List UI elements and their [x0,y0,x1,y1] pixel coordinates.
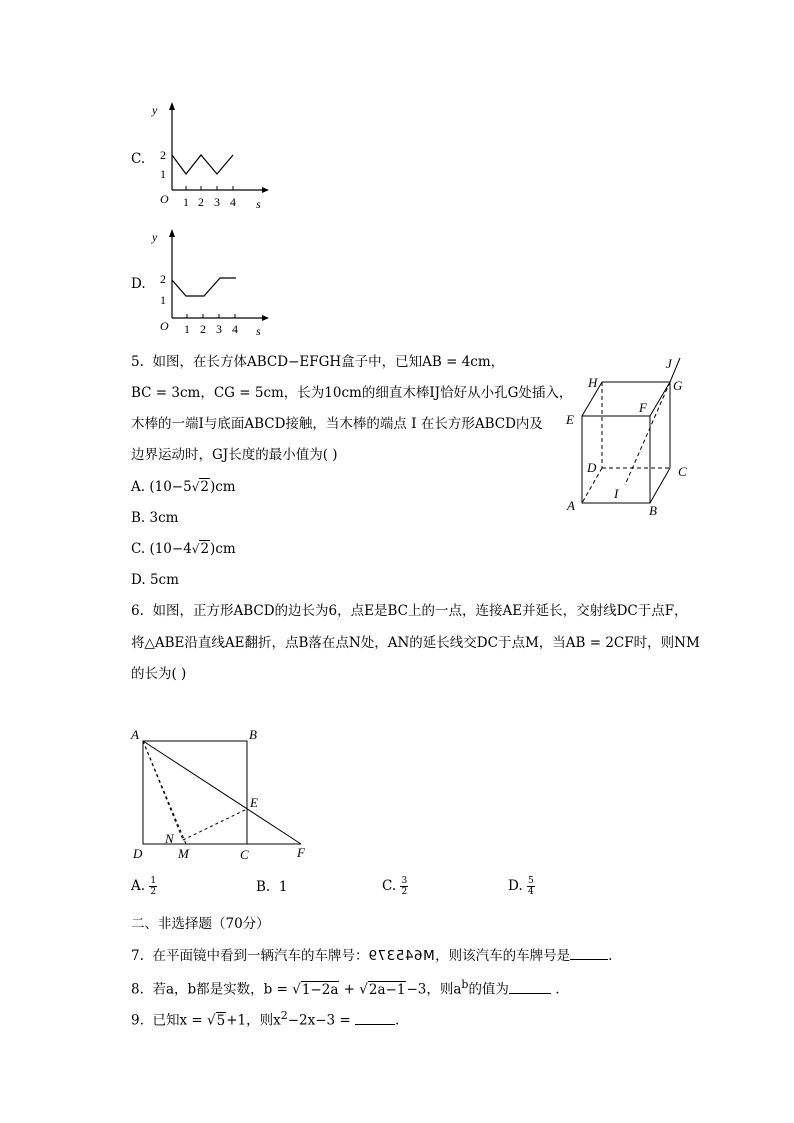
q5-option-a[interactable]: A. (10−5√2)cm [131,479,236,495]
x-tick-3: 3 [216,322,222,336]
label-h: H [588,375,598,390]
option-c-label: C. [131,151,146,167]
label-d: D [587,460,597,475]
origin-label: O [160,319,169,333]
option-d-label: D. [131,276,146,292]
q6-line1: 6. 如图，正方形ABCD的边长为6，点E是BC上的一点，连接AE并延长，交射线DC于点F， [131,603,688,619]
q8-answer-blank[interactable] [509,979,551,994]
label-c: C [240,847,249,862]
q5-line4: 边界运动时，GJ长度的最小值为( ) [131,447,338,463]
q5-option-c[interactable]: C. (10−4√2)cm [131,541,236,557]
section-2-title: 二、非选择题（70分） [131,916,270,932]
mirrored-plate: M645379 [368,948,436,964]
x-axis-label: s [256,324,261,338]
x-tick-4: 4 [232,322,238,336]
label-f: F [639,400,647,415]
label-f: F [297,845,305,860]
q8: 8. 若a，b都是实数，b = √1−2a + √2a−1−3，则$a^b$的值为 . [131,978,560,998]
label-a: A [567,498,575,513]
x-tick-1: 1 [183,195,189,209]
y-tick-1: 1 [160,293,166,307]
label-e: E [566,412,574,427]
q5-cuboid-figure [560,350,700,520]
y-axis-label: y [152,103,158,117]
graph-d [150,226,270,338]
q7: 7. 在平面镜中看到一辆汽车的车牌号：M645379，则该汽车的车牌号是 . [131,945,612,965]
q5-line2: BC = 3cm，CG = 5cm，长为10cm的细直木棒IJ恰好从小孔G处插入， [131,385,573,401]
x-tick-2: 2 [198,195,204,209]
q5-option-d[interactable]: D. 5cm [131,572,179,588]
y-axis-label: y [152,230,158,244]
x-tick-4: 4 [230,195,236,209]
q6-line3: 的长为( ) [131,666,187,682]
label-n: N [165,831,174,846]
y-tick-1: 1 [160,167,166,181]
label-m: M [178,846,189,861]
x-tick-1: 1 [184,322,190,336]
label-i: I [614,486,619,501]
y-tick-2: 2 [160,272,166,286]
q9: 9. 已知x = √5+1，则$x^2-2x-3$ = . [131,1009,400,1029]
x-tick-3: 3 [214,195,220,209]
label-j: J [666,356,672,371]
label-a: A [131,727,139,742]
q7-answer-blank[interactable] [570,945,608,960]
x-axis-label: s [256,197,261,211]
q5-line1: 5. 如图，在长方体ABCD−EFGH盒子中，已知AB = 4cm， [131,354,505,370]
q9-answer-blank[interactable] [355,1010,395,1025]
q6-option-a[interactable]: A. $\frac{1}{2}$ [131,876,157,897]
q5-line3: 木棒的一端I与底面ABCD接触，当木棒的端点 I 在长方形ABCD内及 [131,416,543,432]
q6-line2: 将△ABE沿直线AE翻折，点B落在点N处，AN的延长线交DC于点M，当AB = 2CF时，则NM [131,635,700,651]
y-tick-2: 2 [160,148,166,162]
q6-option-c[interactable]: C. $\frac{3}{2}$ [382,876,408,897]
label-b: B [249,727,257,742]
label-g: G [673,378,683,393]
label-d: D [133,846,143,861]
q6-option-d[interactable]: D. $\frac{5}{4}$ [508,876,534,897]
origin-label: O [160,192,169,206]
q6-option-b[interactable]: B. 1 [256,879,288,895]
q6-square-figure [125,724,325,864]
x-tick-2: 2 [200,322,206,336]
label-c: C [678,464,687,479]
label-e: E [250,795,258,810]
q5-option-b[interactable]: B. 3cm [131,510,179,526]
label-b: B [649,503,657,518]
graph-c [150,100,270,212]
